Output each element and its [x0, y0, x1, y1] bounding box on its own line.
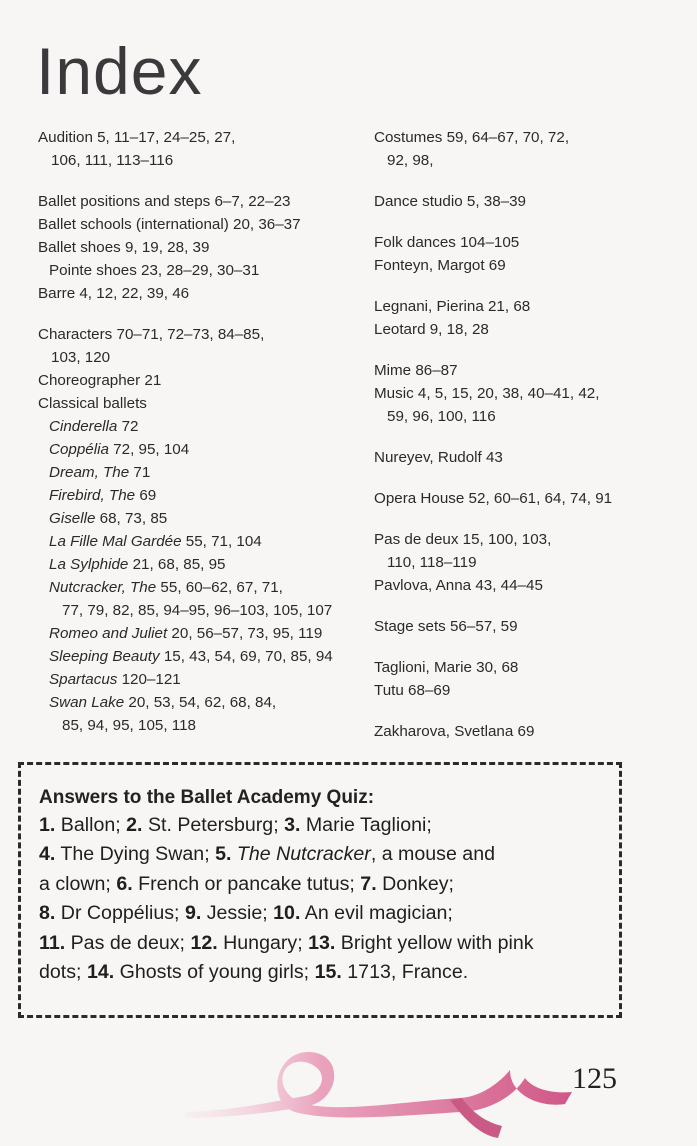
index-entry — [374, 574, 664, 597]
index-entry-text: Characters 70–71, 72–73, 84–85, — [38, 326, 265, 343]
index-subentry-pages: 55, 71, 104 — [181, 533, 262, 550]
quiz-answer-number: 2. — [126, 814, 143, 836]
index-entry-continuation: 85, 94, 95, 105, 118 — [62, 717, 196, 734]
index-subentry-title: Dream, The — [49, 464, 130, 481]
quiz-answer-text: Marie Taglioni; — [300, 814, 432, 836]
quiz-answer-number: 1. — [39, 814, 56, 836]
index-entry-text: Fonteyn, Margot 69 — [374, 257, 506, 274]
index-entry-continuation: 103, 120 — [51, 349, 111, 366]
index-subentry-title: La Fille Mal Gardée — [49, 533, 182, 550]
index-entry-text: Stage sets 56–57, 59 — [374, 618, 518, 635]
index-entry — [374, 318, 664, 341]
index-subentry-line — [49, 645, 358, 668]
index-subentry-pages: 20, 56–57, 73, 95, 119 — [167, 625, 323, 642]
index-entry — [38, 282, 358, 305]
quiz-answer-text: Hungary; — [217, 931, 309, 954]
quiz-answer-text: Pas de deux; — [65, 931, 191, 954]
index-subentry-line — [49, 576, 358, 599]
index-entry — [38, 369, 358, 392]
index-subentry-line — [49, 691, 358, 714]
quiz-answers-text — [39, 811, 619, 987]
index-entry — [38, 323, 358, 369]
quiz-answer-text: Ballon; — [55, 814, 127, 836]
index-subentry-line — [49, 553, 358, 576]
index-entry-text: Classical ballets — [38, 395, 147, 412]
index-entry-text: Ballet schools (international) 20, 36–37 — [38, 216, 301, 233]
index-gap — [38, 172, 358, 190]
index-entry — [38, 236, 358, 259]
quiz-answer-text: Donkey; — [376, 872, 454, 895]
index-entry-text: Pas de deux 15, 100, 103, — [374, 531, 552, 548]
index-entry — [38, 668, 358, 691]
quiz-answer-number: 11. — [39, 931, 66, 954]
index-entry — [38, 213, 358, 236]
quiz-answer-number: 3. — [284, 814, 301, 836]
index-column-left — [38, 126, 358, 737]
quiz-answer-title: The Nutcracker — [231, 843, 371, 866]
index-subentry-title: Firebird, The — [49, 487, 136, 504]
index-subentry-pages: 55, 60–62, 67, 71, — [156, 579, 283, 596]
index-subentry-title: Sleeping Beauty — [49, 648, 160, 665]
index-subentry-pages: 15, 43, 54, 69, 70, 85, 94 — [159, 648, 333, 665]
index-entry-continuation: 110, 118–119 — [387, 554, 477, 571]
index-subentry-pages: 69 — [135, 487, 157, 504]
index-entry — [374, 720, 664, 743]
ribbon-decoration-icon — [180, 1040, 580, 1140]
index-subentry-title: La Sylphide — [49, 556, 129, 573]
index-gap — [374, 597, 664, 615]
index-entry — [38, 530, 358, 553]
index-entry-text: Mime 86–87 — [374, 362, 458, 379]
index-gap — [374, 638, 664, 656]
index-entry — [374, 231, 664, 254]
quiz-answer-number: 6. — [116, 872, 133, 895]
quiz-answer-text: Jessie; — [201, 902, 274, 925]
index-entry — [374, 295, 664, 318]
quiz-answer-number: 13. — [308, 931, 336, 954]
index-entry — [38, 484, 358, 507]
index-subentry-text: Pointe shoes 23, 28–29, 30–31 — [49, 262, 260, 279]
quiz-answer-text: Dr Coppélius; — [55, 902, 185, 925]
index-entry-text: Tutu 68–69 — [374, 682, 451, 699]
index-subentry-title: Romeo and Juliet — [49, 625, 168, 642]
index-entry — [374, 446, 664, 469]
quiz-answer-number: 10. — [273, 902, 301, 925]
index-gap — [374, 213, 664, 231]
index-entry-text: Costumes 59, 64–67, 70, 72, — [374, 129, 570, 146]
index-entry-text: Opera House 52, 60–61, 64, 74, 91 — [374, 490, 613, 507]
index-entry — [38, 645, 358, 668]
index-subentry-pages: 71 — [129, 464, 151, 481]
index-subentry-line — [49, 668, 358, 691]
index-entry — [374, 656, 664, 679]
index-entry — [374, 382, 664, 428]
index-subentry-pages: 72 — [117, 418, 139, 435]
index-gap — [374, 428, 664, 446]
page-number: 125 — [572, 1062, 617, 1095]
index-subentry-pages: 68, 73, 85 — [95, 510, 168, 527]
quiz-answer-text: , a mouse and — [370, 843, 496, 866]
index-subentry-line — [49, 507, 358, 530]
index-entry-text: Barre 4, 12, 22, 39, 46 — [38, 285, 190, 302]
page-title: Index — [36, 34, 203, 108]
index-entry — [38, 553, 358, 576]
index-entry — [374, 190, 664, 213]
quiz-answer-number: 4. — [39, 843, 56, 866]
index-subentry-line — [49, 622, 358, 645]
index-entry — [38, 415, 358, 438]
quiz-answer-text: a clown; — [39, 872, 117, 895]
index-entry — [38, 392, 358, 415]
index-entry-text: Folk dances 104–105 — [374, 234, 520, 251]
index-subentry-title: Cinderella — [49, 418, 118, 435]
index-gap — [374, 341, 664, 359]
index-entry — [38, 461, 358, 484]
index-subentry-line — [49, 530, 358, 553]
index-entry-text: Audition 5, 11–17, 24–25, 27, — [38, 129, 236, 146]
index-subentry-line — [49, 438, 358, 461]
index-entry-text: Pavlova, Anna 43, 44–45 — [374, 577, 543, 594]
quiz-answer-text: The Dying Swan; — [55, 843, 216, 866]
index-gap — [374, 277, 664, 295]
index-entry-text: Choreographer 21 — [38, 372, 162, 389]
quiz-answer-text: dots; — [39, 961, 87, 984]
index-entry-text: Leotard 9, 18, 28 — [374, 321, 489, 338]
index-gap — [38, 305, 358, 323]
index-column-right — [374, 126, 664, 743]
index-entry-text: Nureyev, Rudolf 43 — [374, 449, 503, 466]
index-subentry-title: Giselle — [49, 510, 96, 527]
index-subentry-pages: 21, 68, 85, 95 — [128, 556, 226, 573]
index-entry — [374, 487, 664, 510]
index-subentry-title: Spartacus — [49, 671, 118, 688]
quiz-answer-number: 8. — [39, 902, 56, 925]
quiz-answer-number: 15. — [314, 961, 342, 984]
index-entry-continuation: 77, 79, 82, 85, 94–95, 96–103, 105, 107 — [62, 602, 333, 619]
index-entry — [38, 438, 358, 461]
index-entry — [374, 528, 664, 574]
index-entry — [374, 615, 664, 638]
index-entry — [38, 259, 358, 282]
index-entry-text: Music 4, 5, 15, 20, 38, 40–41, 42, — [374, 385, 600, 402]
index-entry-text: Zakharova, Svetlana 69 — [374, 723, 535, 740]
quiz-answer-text: Ghosts of young girls; — [114, 961, 315, 984]
quiz-answer-number: 12. — [190, 931, 218, 954]
index-subentry-pages: 20, 53, 54, 62, 68, 84, — [124, 694, 277, 711]
index-gap — [374, 469, 664, 487]
index-entry — [38, 691, 358, 737]
index-entry — [374, 254, 664, 277]
quiz-answer-number: 14. — [86, 961, 115, 984]
index-subentry-pages: 120–121 — [117, 671, 181, 688]
index-subentry-line — [49, 461, 358, 484]
index-subentry-line — [49, 415, 358, 438]
quiz-answer-text: St. Petersburg; — [142, 814, 285, 836]
index-entry-continuation: 92, 98, — [387, 152, 434, 169]
index-gap — [374, 510, 664, 528]
index-entry — [38, 126, 358, 172]
index-gap — [374, 702, 664, 720]
index-gap — [374, 172, 664, 190]
quiz-answer-number: 7. — [360, 872, 377, 895]
index-entry — [38, 190, 358, 213]
quiz-answer-text: Bright yellow with pink — [335, 931, 534, 954]
quiz-answer-text: An evil magician; — [300, 902, 453, 925]
index-entry-text: Ballet shoes 9, 19, 28, 39 — [38, 239, 210, 256]
index-entry-continuation: 59, 96, 100, 116 — [387, 408, 496, 425]
index-entry — [38, 576, 358, 622]
quiz-answer-number: 9. — [184, 902, 202, 925]
index-subentry-title: Swan Lake — [49, 694, 125, 711]
index-entry — [374, 679, 664, 702]
index-entry-text: Taglioni, Marie 30, 68 — [374, 659, 519, 676]
index-subentry-title: Nutcracker, The — [49, 579, 157, 596]
index-subentry-title: Coppélia — [49, 441, 109, 458]
quiz-answer-text: 1713, France. — [341, 961, 469, 984]
index-subentry-pages: 72, 95, 104 — [108, 441, 190, 458]
quiz-answer-number: 5. — [215, 843, 232, 866]
index-entry-text: Dance studio 5, 38–39 — [374, 193, 526, 210]
quiz-answers-box — [18, 762, 622, 1018]
quiz-heading: Answers to the Ballet Academy Quiz: — [39, 787, 375, 808]
index-entry-text: Ballet positions and steps 6–7, 22–23 — [38, 193, 291, 210]
index-entry-text: Legnani, Pierina 21, 68 — [374, 298, 531, 315]
index-entry-continuation: 106, 111, 113–116 — [51, 152, 174, 169]
quiz-answer-text: French or pancake tutus; — [132, 872, 361, 895]
index-entry — [38, 507, 358, 530]
index-entry — [38, 622, 358, 645]
index-entry — [374, 359, 664, 382]
index-entry — [374, 126, 664, 172]
index-subentry-line — [49, 484, 358, 507]
